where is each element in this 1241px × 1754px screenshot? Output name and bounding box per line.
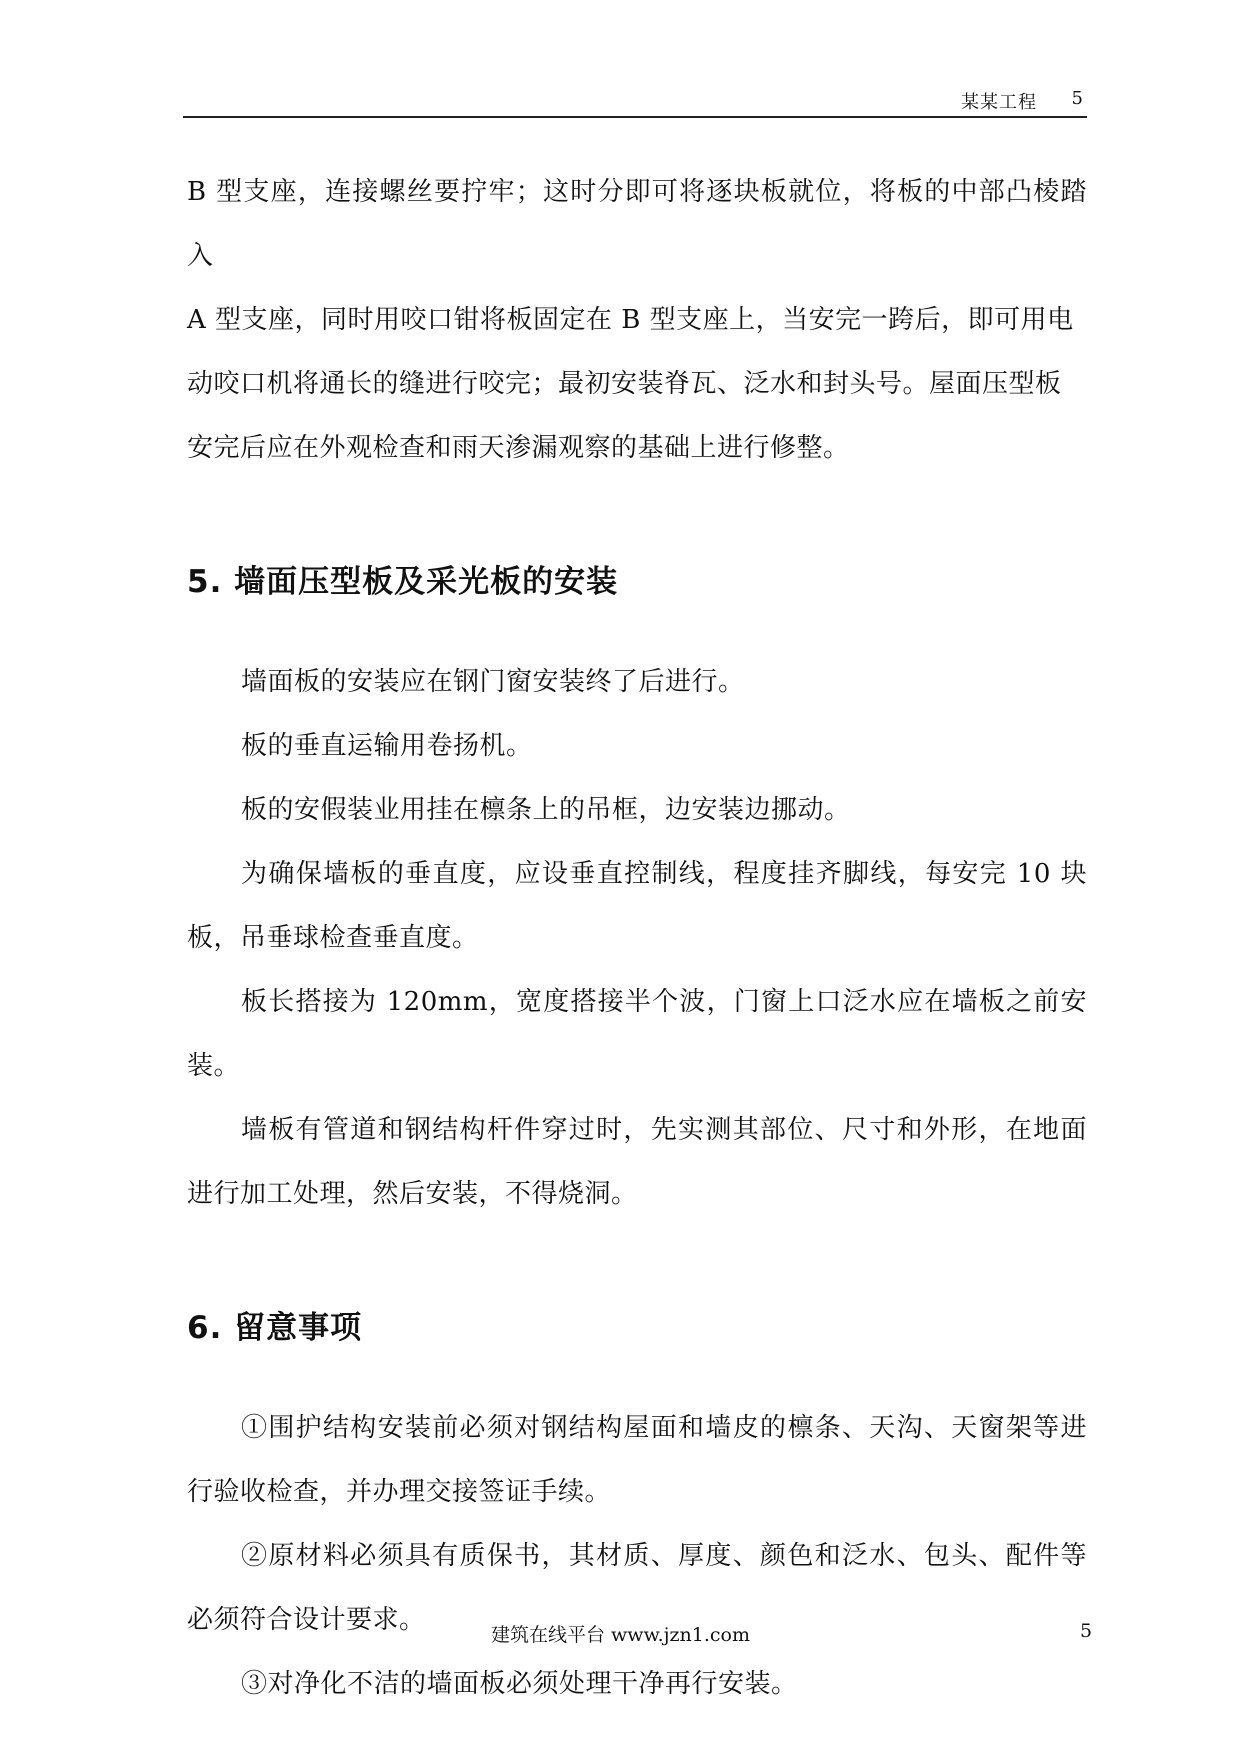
section-6-body bbox=[187, 1396, 1087, 1716]
paragraph: 板长搭接为 120mm，宽度搭接半个波，门窗上口泛水应在墙板之前安装。 bbox=[187, 987, 1087, 1081]
paragraph: 墙板有管道和钢结构杆件穿过时，先实测其部位、尺寸和外形，在地面进行加工处理，然后安装，不得烧洞。 bbox=[187, 1115, 1087, 1209]
continuation-line: B 型支座，连接螺丝要拧牢；这时分即可将逐块板就位，将板的中部凸棱踏入 bbox=[187, 177, 1087, 271]
continuation-line: 安完后应在外观检查和雨天渗漏观察的基础上进行修整。 bbox=[187, 433, 850, 463]
section-5-heading: 5. 墙面压型板及采光板的安装 bbox=[187, 564, 619, 600]
paragraph: 板的安假装业用挂在檩条上的吊框，边安装边挪动。 bbox=[241, 795, 851, 825]
page-header bbox=[183, 86, 1087, 118]
footer-source: 建筑在线平台 www.jzn1.com bbox=[491, 1624, 750, 1646]
continuation-line: 动咬口机将通长的缝进行咬完；最初安装脊瓦、泛水和封头号。屋面压型板 bbox=[187, 369, 1062, 399]
paragraph: ①围护结构安装前必须对钢结构屋面和墙皮的檩条、天沟、天窗架等进行验收检查，并办理交接签证手续。 bbox=[187, 1413, 1087, 1507]
header-page-number: 5 bbox=[1071, 88, 1083, 109]
paragraph: 为确保墙板的垂直度，应设垂直控制线，程度挂齐脚线，每安完 10 块板，吊垂球检查垂直度。 bbox=[187, 859, 1087, 953]
section-6-heading: 6. 留意事项 bbox=[187, 1310, 363, 1346]
continuation-line: A 型支座，同时用咬口钳将板固定在 B 型支座上，当安完一跨后，即可用电 bbox=[187, 305, 1074, 335]
paragraph: 墙面板的安装应在钢门窗安装终了后进行。 bbox=[241, 667, 745, 697]
footer-page-number: 5 bbox=[1080, 1620, 1093, 1642]
header-title: 某某工程 bbox=[961, 92, 1037, 113]
paragraph: ③对净化不洁的墙面板必须处理干净再行安装。 bbox=[241, 1669, 798, 1699]
paragraph: 板的垂直运输用卷扬机。 bbox=[241, 731, 533, 761]
section-5-body bbox=[187, 650, 1087, 1226]
paragraph: ②原材料必须具有质保书，其材质、厚度、颜色和泛水、包头、配件等必须符合设计要求。 bbox=[187, 1541, 1087, 1635]
continuation-paragraph bbox=[187, 160, 1087, 480]
document-body bbox=[187, 160, 1087, 1716]
